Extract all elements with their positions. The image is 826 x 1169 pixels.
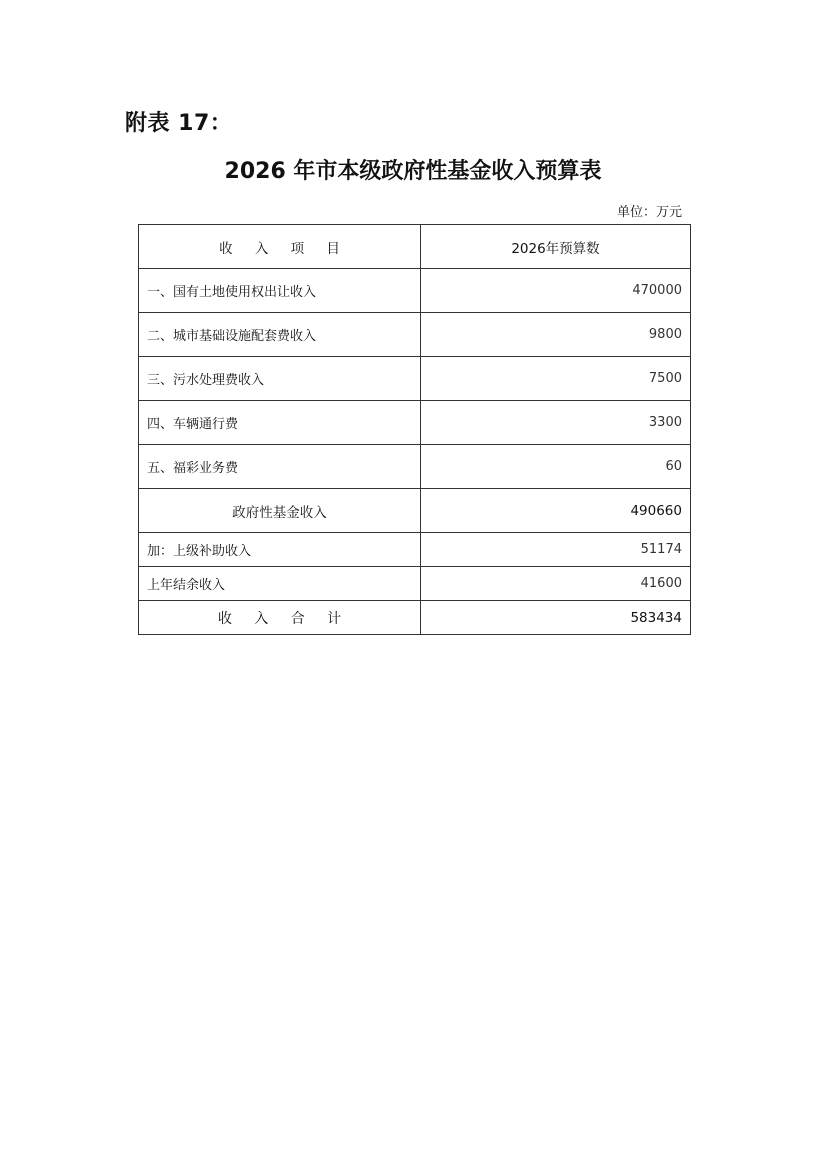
- unit-label: 单位：万元: [616, 205, 682, 220]
- row-label: 五、福彩业务费: [139, 445, 421, 489]
- table-row: [139, 313, 691, 357]
- row-value: 3300: [421, 401, 691, 445]
- addition-value: 41600: [421, 567, 691, 601]
- row-label: 四、车辆通行费: [139, 401, 421, 445]
- subtotal-value: 490660: [421, 489, 691, 533]
- page-title: 2026 年市本级政府性基金收入预算表: [224, 159, 602, 184]
- addition-label: 加：上级补助收入: [139, 533, 421, 567]
- budget-table: [138, 224, 691, 635]
- row-label: 三、污水处理费收入: [139, 357, 421, 401]
- appendix-label: 附表 17：: [125, 111, 233, 136]
- table-row: [139, 269, 691, 313]
- row-value: 7500: [421, 357, 691, 401]
- row-label: 二、城市基础设施配套费收入: [139, 313, 421, 357]
- addition-label: 上年结余收入: [139, 567, 421, 601]
- addition-row: [139, 533, 691, 567]
- addition-value: 51174: [421, 533, 691, 567]
- subtotal-row: [139, 489, 691, 533]
- header-amount: 2026年预算数: [421, 225, 691, 269]
- row-value: 60: [421, 445, 691, 489]
- row-value: 470000: [421, 269, 691, 313]
- row-label: 一、国有土地使用权出让收入: [139, 269, 421, 313]
- total-label: 收 入 合 计: [139, 601, 421, 635]
- header-item: 收 入 项 目: [139, 225, 421, 269]
- row-value: 9800: [421, 313, 691, 357]
- total-row: [139, 601, 691, 635]
- subtotal-label: 政府性基金收入: [139, 489, 421, 533]
- table-header-row: [139, 225, 691, 269]
- addition-row: [139, 567, 691, 601]
- total-value: 583434: [421, 601, 691, 635]
- table-row: [139, 357, 691, 401]
- table-row: [139, 445, 691, 489]
- table-row: [139, 401, 691, 445]
